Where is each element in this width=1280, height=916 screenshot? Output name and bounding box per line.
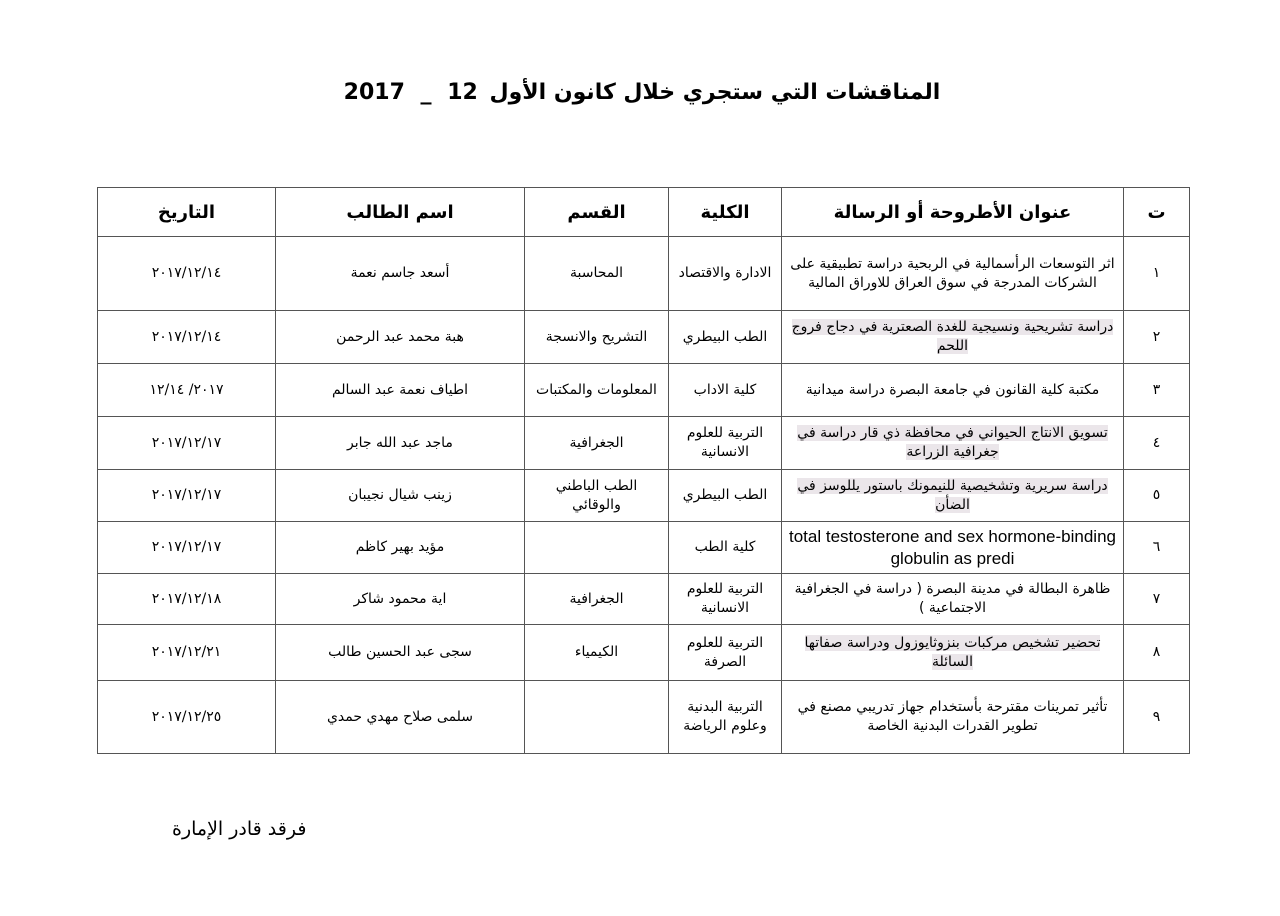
date-cell: ٢٠١٧/١٢/١٤ (98, 311, 276, 364)
student-name: ماجد عبد الله جابر (276, 417, 525, 470)
row-index: ٩ (1124, 681, 1190, 754)
table-row (98, 364, 1190, 417)
table-row (98, 237, 1190, 311)
department-cell (525, 522, 669, 574)
thesis-title-text: تسويق الانتاج الحيواني في محافظة ذي قار دراسة في جغرافية الزراعة (797, 425, 1108, 460)
table-header-row (98, 188, 1190, 237)
column-header-date: التاريخ (98, 188, 276, 237)
defenses-table (97, 187, 1190, 754)
table-row (98, 470, 1190, 522)
thesis-title: total testosterone and sex hormone-binding globulin as predi (782, 522, 1124, 574)
student-name: سلمى صلاح مهدي حمدي (276, 681, 525, 754)
thesis-title-text: دراسة سريرية وتشخيصية للنيمونك باستور يللوسز في الضأن (797, 477, 1108, 513)
college-cell: التربية للعلوم الصرفة (669, 625, 782, 681)
student-name: زينب شيال نجيبان (276, 470, 525, 522)
date-cell: ٢٠١٧/١٢/١٧ (98, 470, 276, 522)
student-name: أسعد جاسم نعمة (276, 237, 525, 311)
row-index: ٧ (1124, 574, 1190, 625)
student-name: اية محمود شاكر (276, 574, 525, 625)
college-cell: الطب البيطري (669, 311, 782, 364)
thesis-title (782, 311, 1124, 364)
column-header-student: اسم الطالب (276, 188, 525, 237)
student-name: هبة محمد عبد الرحمن (276, 311, 525, 364)
row-index: ٦ (1124, 522, 1190, 574)
student-name: سجى عبد الحسين طالب (276, 625, 525, 681)
thesis-title (782, 470, 1124, 522)
thesis-title: مكتبة كلية القانون في جامعة البصرة دراسة ميدانية (782, 364, 1124, 417)
college-cell: التربية للعلوم الانسانية (669, 574, 782, 625)
table-row (98, 311, 1190, 364)
department-cell: المعلومات والمكتبات (525, 364, 669, 417)
department-cell (525, 681, 669, 754)
department-cell: الكيمياء (525, 625, 669, 681)
department-cell: الطب الباطني والوقائي (525, 470, 669, 522)
thesis-title (782, 417, 1124, 470)
department-cell: المحاسبة (525, 237, 669, 311)
thesis-title (782, 625, 1124, 681)
thesis-title-text: دراسة تشريحية ونسيجية للغدة الصعترية في دجاج فروج اللحم (791, 319, 1114, 354)
college-cell: الادارة والاقتصاد (669, 237, 782, 311)
row-index: ٨ (1124, 625, 1190, 681)
title-text: المناقشات التي ستجري خلال كانون الأول (489, 80, 941, 105)
college-cell: كلية الاداب (669, 364, 782, 417)
department-cell: التشريح والانسجة (525, 311, 669, 364)
column-header-department: القسم (525, 188, 669, 237)
date-cell: ٢٠١٧/١٢/١٨ (98, 574, 276, 625)
college-cell: الطب البيطري (669, 470, 782, 522)
college-cell: التربية البدنية وعلوم الرياضة (669, 681, 782, 754)
thesis-title-text: تحضير تشخيص مركبات بنزوثايوزول ودراسة صفاتها السائلة (804, 634, 1101, 670)
college-cell: كلية الطب (669, 522, 782, 574)
thesis-title: تأثير تمرينات مقترحة بأستخدام جهاز تدريبي مصنع في تطوير القدرات البدنية الخاصة (782, 681, 1124, 754)
column-header-index: ت (1124, 188, 1190, 237)
table-row (98, 574, 1190, 625)
table-row (98, 681, 1190, 754)
date-cell: ٢٠١٧/ ١٢/١٤ (98, 364, 276, 417)
date-cell: ٢٠١٧/١٢/١٧ (98, 522, 276, 574)
title-month: 12 (447, 80, 478, 105)
date-cell: ٢٠١٧/١٢/٢٥ (98, 681, 276, 754)
table-row (98, 625, 1190, 681)
department-cell: الجغرافية (525, 574, 669, 625)
date-cell: ٢٠١٧/١٢/١٧ (98, 417, 276, 470)
thesis-title: ظاهرة البطالة في مدينة البصرة ( دراسة في الجغرافية الاجتماعية ) (782, 574, 1124, 625)
row-index: ٣ (1124, 364, 1190, 417)
date-cell: ٢٠١٧/١٢/١٤ (98, 237, 276, 311)
date-cell: ٢٠١٧/١٢/٢١ (98, 625, 276, 681)
page-title (0, 80, 1280, 105)
row-index: ١ (1124, 237, 1190, 311)
student-name: مؤيد بهير كاظم (276, 522, 525, 574)
title-separator: _ (420, 80, 432, 105)
column-header-college: الكلية (669, 188, 782, 237)
department-cell: الجغرافية (525, 417, 669, 470)
thesis-title: اثر التوسعات الرأسمالية في الربحية دراسة تطبيقية على الشركات المدرجة في سوق العراق للاوراق المالية (782, 237, 1124, 311)
college-cell: التربية للعلوم الانسانية (669, 417, 782, 470)
row-index: ٤ (1124, 417, 1190, 470)
column-header-thesis: عنوان الأطروحة أو الرسالة (782, 188, 1124, 237)
row-index: ٥ (1124, 470, 1190, 522)
row-index: ٢ (1124, 311, 1190, 364)
title-year: 2017 (343, 80, 405, 105)
signature: فرقد قادر الإمارة (172, 818, 307, 840)
table-row (98, 522, 1190, 574)
student-name: اطياف نعمة عبد السالم (276, 364, 525, 417)
table-row (98, 417, 1190, 470)
